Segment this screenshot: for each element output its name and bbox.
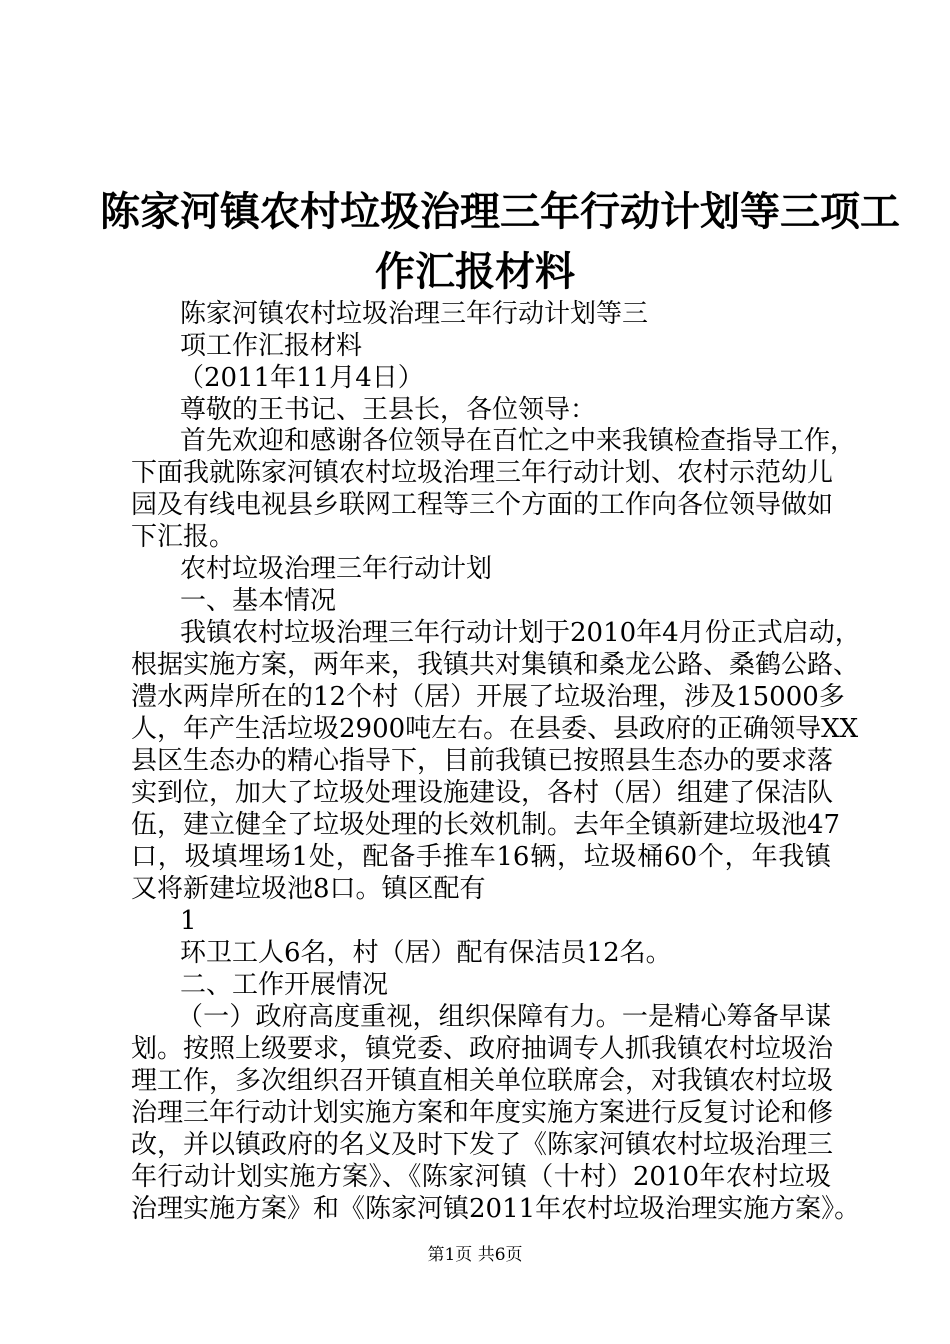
page-footer: 第1页 共6页 [427, 1245, 523, 1265]
doc-line-17: 伍，建立健全了垃圾处理的长效机制。去年全镇新建垃圾池47 [131, 810, 841, 840]
doc-date-line: （2011年11月4日） [178, 363, 424, 393]
doc-section-heading: 农村垃圾治理三年行动计划 [180, 554, 493, 584]
document-title-line-1: 陈家河镇农村垃圾治理三年行动计划等三项工 [100, 189, 900, 235]
doc-line-5: 首先欢迎和感谢各位领导在百忙之中来我镇检查指导工作， [180, 426, 857, 456]
doc-line-2: 项工作汇报材料 [180, 331, 363, 361]
document-title-line-2: 作汇报材料 [375, 249, 575, 295]
doc-line-18: 口，圾填埋场1处，配备手推车16辆，垃圾桶60个，年我镇 [131, 842, 831, 872]
doc-line-16: 实到位，加大了垃圾处理设施建设，各村（居）组建了保洁队 [131, 778, 834, 808]
doc-line-28: 年行动计划实施方案》、《陈家河镇（十村）2010年农村垃圾 [131, 1162, 831, 1192]
doc-line-6: 下面我就陈家河镇农村垃圾治理三年行动计划、农村示范幼儿 [131, 458, 834, 488]
doc-line-7: 园及有线电视县乡联网工程等三个方面的工作向各位领导做如 [131, 490, 834, 520]
doc-line-1: 陈家河镇农村垃圾治理三年行动计划等三 [180, 299, 649, 329]
doc-subheading-1: 一、基本情况 [180, 586, 337, 616]
doc-line-23: （一）政府高度重视，组织保障有力。一是精心筹备早谋 [177, 1002, 831, 1032]
doc-subheading-2: 二、工作开展情况 [180, 970, 389, 1000]
doc-line-8: 下汇报。 [131, 522, 236, 552]
doc-line-19: 又将新建垃圾池8口。镇区配有 [131, 874, 486, 904]
doc-page-number-inline: 1 [180, 906, 197, 936]
doc-line-13: 澧水两岸所在的12个村（居）开展了垃圾治理，涉及15000多 [131, 682, 845, 712]
doc-line-14: 人，年产生活垃圾2900吨左右。在县委、县政府的正确领导XX [131, 714, 859, 744]
doc-line-21: 环卫工人6名，村（居）配有保洁员12名。 [180, 938, 672, 968]
doc-line-27: 改，并以镇政府的名义及时下发了《陈家河镇农村垃圾治理三 [131, 1130, 834, 1160]
doc-line-12: 根据实施方案，两年来，我镇共对集镇和桑龙公路、桑鹤公路、 [131, 650, 860, 680]
doc-salutation: 尊敬的王书记、王县长，各位领导： [180, 395, 597, 425]
doc-line-26: 治理三年行动计划实施方案和年度实施方案进行反复讨论和修 [131, 1098, 834, 1128]
doc-line-29: 治理实施方案》和《陈家河镇2011年农村垃圾治理实施方案》。 [131, 1194, 861, 1224]
doc-line-15: 县区生态办的精心指导下，目前我镇已按照县生态办的要求落 [131, 746, 834, 776]
doc-line-25: 理工作，多次组织召开镇直相关单位联席会，对我镇农村垃圾 [131, 1066, 834, 1096]
doc-line-24: 划。按照上级要求，镇党委、政府抽调专人抓我镇农村垃圾治 [131, 1034, 834, 1064]
doc-line-11: 我镇农村垃圾治理三年行动计划于2010年4月份正式启动， [180, 618, 861, 648]
